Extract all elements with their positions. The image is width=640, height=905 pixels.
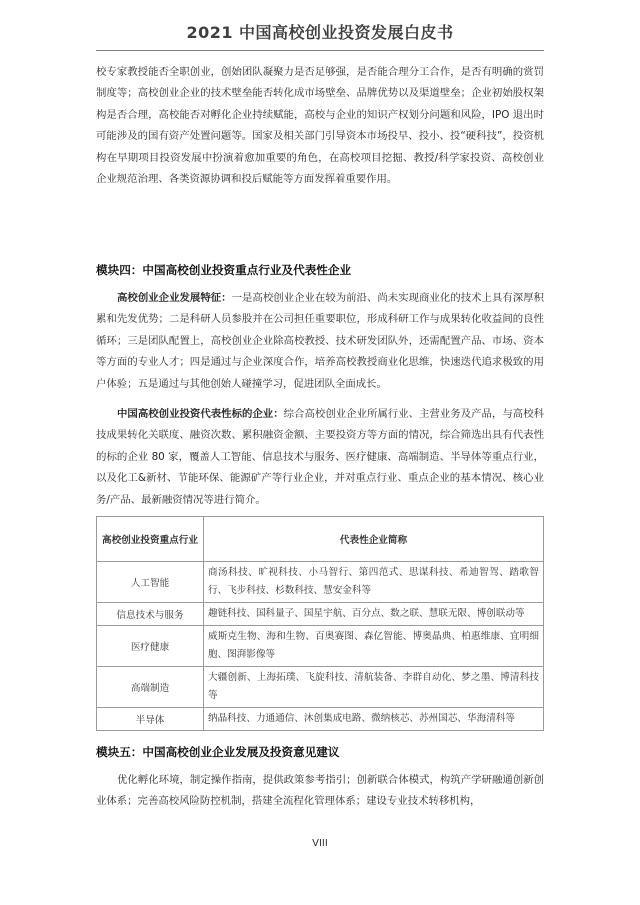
table-header-companies: 代表性企业简称 — [204, 517, 544, 562]
module4-paragraph-1-text: 一是高校创业企业在较为前沿、尚未实现商业化的技术上具有深厚积累和先发优势；二是科研人员参股并在公司担任重要职位，形成科研工作与成果转化收益间的良性循环；三是团队配置上，高校创业企业除高校教授、技术研发团队外，还需配置产品、市场、资本等方面的专业人才；四是通过与企业深度合作，培养高校教授商业化思维，快速迭代追求极致的用户体验；五是通过与其他创始人碰撞学习，促进团队全面成长。 — [96, 292, 545, 390]
module4-paragraph-2-lead: 中国高校创业投资代表性标的企业： — [117, 408, 284, 420]
module4-paragraph-1-lead: 高校创业企业发展特征： — [117, 292, 232, 304]
table-cell-companies: 大疆创新、上海拓璞、飞旋科技、清航装备、李群自动化、梦之墨、博清科技等 — [204, 667, 544, 708]
module4-paragraph-1 — [96, 288, 544, 395]
table-cell-industry: 人工智能 — [97, 562, 204, 603]
module5-para-block — [96, 770, 544, 813]
module4-heading: 模块四：中国高校创业投资重点行业及代表性企业 — [96, 263, 352, 277]
page-header-title: 2021 中国高校创业投资发展白皮书 — [186, 23, 454, 42]
intro-paragraph: 校专家教授能否全职创业，创始团队凝聚力是否足够强，是否能合理分工合作，是否有明确的赏罚制度等；高校创业企业的技术壁垒能否转化成市场壁垒、品牌优势以及渠道壁垒；企业初始股权架构是否合理，高校能否对孵化企业持续赋能，高校与企业的知识产权划分问题和风险，IPO 退出时可能涉及的国有资产处置问题等。国家及相关部门引导资本市场投早、投小、投“硬科技”，投资机构在早期项目投资发展中扮演着愈加重要的角色，在高校项目挖掘、教授/科学家投资、高校创业企业规范治理、各类资源协调和投后赋能等方面发挥着重要作用。 — [96, 66, 544, 186]
table-row — [97, 667, 544, 708]
module4-paragraph-2-text: 综合高校创业企业所属行业、主营业务及产品，与高校科技成果转化关联度、融资次数、累积融资金额、主要投资方等方面的情况，综合筛选出具有代表性的标的企业 80 家，覆盖人工智能、信息技术与服务、医疗健康、高端制造、半导体等重点行业，以及化工&新材、节能环保、能源矿产等行业企业，并对重点行业、重点企业的基本情况、核心业务/产品、最新融资情况等进行简介。 — [96, 408, 545, 506]
table-row — [97, 603, 544, 626]
page-number: VIII — [312, 838, 328, 849]
module4-heading-block — [96, 262, 544, 278]
table-cell-companies: 商汤科技、旷视科技、小马智行、第四范式、思谋科技、希迪智驾、踏歌智行、飞步科技、杉数科技、慧安金科等 — [204, 562, 544, 603]
table-cell-industry: 高端制造 — [97, 667, 204, 708]
table-header-row — [97, 517, 544, 562]
table-cell-industry: 半导体 — [97, 708, 204, 731]
table-cell-companies: 趣链科技、国科量子、国星宇航、百分点、数之联、慧联无限、博创联动等 — [204, 603, 544, 626]
table-cell-companies: 威斯克生物、海和生物、百奥赛图、森亿智能、博奥晶典、柏惠维康、宜明细胞、图湃影像等 — [204, 626, 544, 667]
intro-section — [96, 62, 544, 190]
industry-table — [96, 516, 544, 731]
table-row — [97, 708, 544, 731]
table-cell-companies: 纳晶科技、力通通信、沐创集成电路、微纳核芯、苏州国芯、华海清科等 — [204, 708, 544, 731]
header-divider — [96, 50, 544, 51]
module4-para2-block — [96, 404, 544, 511]
table-cell-industry: 信息技术与服务 — [97, 603, 204, 626]
module4-paragraph-2 — [96, 404, 544, 511]
module5-heading-block — [96, 744, 544, 760]
industry-table-block — [96, 516, 544, 731]
table-row — [97, 626, 544, 667]
table-cell-industry: 医疗健康 — [97, 626, 204, 667]
module5-paragraph: 优化孵化环境，制定操作指南，提供政策参考指引；创新联合体模式，构筑产学研融通创新创业体系；完善高校风险防控机制，搭建全流程化管理体系；建设专业技术转移机构， — [96, 774, 544, 808]
module4-para1-block — [96, 288, 544, 395]
table-row — [97, 562, 544, 603]
module5-heading: 模块五：中国高校创业企业发展及投资意见建议 — [96, 745, 340, 759]
table-header-industry: 高校创业投资重点行业 — [97, 517, 204, 562]
